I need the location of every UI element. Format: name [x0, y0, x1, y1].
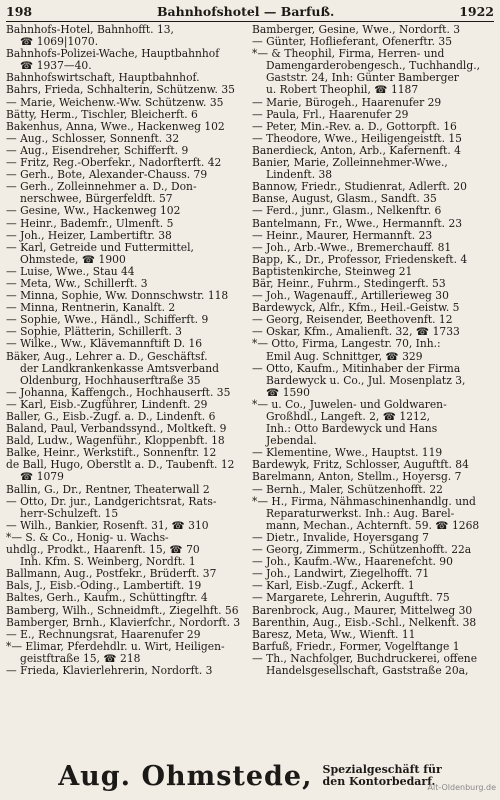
- directory-entry: Bahnhofs-Hotel, Bahnhofft. 13,: [6, 24, 174, 36]
- directory-entry: Oldenburg, Hochhauserftraße 35: [20, 374, 201, 387]
- directory-entry: Bardewyk, Fritz, Schlosser, Auguftft. 84: [252, 459, 469, 472]
- directory-entry: — Aug., Eisendreher, Schifferft. 9: [6, 144, 189, 157]
- directory-entry: — Georg, Reisender, Beethovenft. 12: [252, 314, 453, 327]
- directory-entry: — Margarete, Lehrerin, Auguftft. 75: [252, 592, 450, 605]
- directory-entry: — Gesine, Ww., Hackenweg 102: [6, 205, 181, 218]
- directory-entry: Barfuß, Friedr., Former, Vogelftange 1: [252, 640, 460, 653]
- directory-entry: u. Robert Theophil, ☎ 1187: [266, 84, 419, 97]
- directory-entry: Bals, J., Eisb.-Oding., Lambertift. 19: [6, 580, 202, 593]
- directory-entry: — Joh., Kaufm.-Ww., Haarenefcht. 90: [252, 556, 453, 569]
- directory-entry: *— S. & Co., Honig- u. Wachs-: [6, 531, 169, 544]
- directory-entry: — Luise, Wwe., Stau 44: [6, 265, 135, 278]
- directory-entry: — E., Rechnungsrat, Haarenufer 29: [6, 628, 201, 641]
- directory-entry: Bannow, Friedr., Studienrat, Adlerft. 20: [252, 181, 467, 194]
- directory-entry: Bardewyck, Alfr., Kfm., Heil.-Geistw. 5: [252, 302, 460, 315]
- directory-entry: de Ball, Hugo, Oberstlt a. D., Taubenft. 12: [6, 459, 235, 472]
- directory-entry: Baptistenkirche, Steinweg 21: [252, 265, 413, 278]
- directory-entry: — Frieda, Klavierlehrerin, Nordorft. 3: [6, 664, 213, 677]
- directory-entry: ☎ 1590: [266, 386, 310, 399]
- directory-entry: — Marie, Bürogeh., Haarenufer 29: [252, 96, 442, 109]
- directory-entry: — Georg, Zimmerm., Schützenhofft. 22a: [252, 544, 472, 557]
- directory-entry: Bakenhus, Anna, Wwe., Hackenweg 102: [6, 120, 225, 133]
- directory-entry: — Wilke., Ww., Klävemannftift D. 16: [6, 338, 203, 351]
- ad-title: Aug. Ohmstede,: [58, 760, 313, 792]
- directory-entry: — Marie, Weichenw.-Ww. Schützenw. 35: [6, 96, 224, 109]
- directory-entry: Bantelmann, Fr., Wwe., Hermannft. 23: [252, 217, 463, 230]
- directory-entry: — Minna, Rentnerin, Kanalft. 2: [6, 302, 176, 315]
- directory-entry: Damengarderobengesch., Tuchhandlg.,: [266, 60, 480, 73]
- directory-entry: Ballmann, Aug., Postfekr., Brüderft. 37: [6, 568, 217, 581]
- directory-entry: — Oskar, Kfm., Amalienft. 32, ☎ 1733: [252, 326, 460, 339]
- directory-entry: *— H., Firma, Nähmaschinenhandlg. und: [252, 495, 476, 508]
- directory-entry: Bahrs, Frieda, Schhalterin, Schützenw. 35: [6, 84, 235, 97]
- directory-entry: Barenthin, Aug., Eisb.-Schl., Nelkenft. 38: [252, 616, 477, 629]
- ad-subtitle-line-2: den Kontorbedarf.: [322, 775, 436, 788]
- directory-entry: Baltes, Gerh., Kaufm., Schüttingftr. 4: [6, 592, 208, 605]
- directory-entry: — Gerh., Zolleinnehmer a. D., Don-: [6, 181, 197, 194]
- page-year: 1922: [459, 3, 494, 19]
- directory-entry: Baresz, Meta, Ww., Wienft. 11: [252, 628, 416, 641]
- ad-subtitle: [323, 764, 442, 788]
- directory-entry: — Karl, Eisb.-Zugführer, Lindenft. 29: [6, 398, 208, 411]
- directory-entry: Bär, Heinr., Fuhrm., Stedingerft. 53: [252, 277, 446, 290]
- directory-entry: — Sophie, Plätterin, Schillerft. 3: [6, 326, 182, 339]
- directory-entry: Jebendal.: [266, 435, 317, 448]
- directory-entry: — Otto, Kaufm., Mitinhaber der Firma: [252, 362, 461, 375]
- directory-entry: uhdlg., Prodkt., Haarenft. 15, ☎ 70: [6, 544, 200, 557]
- directory-entry: — Otto, Dr. jur., Landgerichtsrat, Rats-: [6, 495, 217, 508]
- directory-entry: Großhdl., Langeft. 2, ☎ 1212,: [266, 411, 431, 423]
- directory-entry: Balke, Heinr., Werkstift., Sonnenftr. 12: [6, 447, 217, 460]
- page-header: [6, 3, 494, 19]
- directory-entry: Barenbrock, Aug., Maurer, Mittelweg 30: [252, 604, 473, 617]
- directory-entry: Inh. Kfm. S. Weinberg, Nordft. 1: [20, 556, 196, 569]
- directory-entry: Bald, Ludw., Wagenführ., Kloppenbft. 18: [6, 435, 225, 448]
- page-title: Bahnhofshotel — Barfuß.: [156, 3, 335, 19]
- directory-entry: *— & Theophil, Firma, Herren- und: [252, 48, 445, 61]
- directory-entry: ☎ 1937—40.: [20, 60, 92, 73]
- directory-entry: Ohmstede, ☎ 1900: [20, 253, 126, 266]
- directory-entry: — Wilh., Bankier, Rosenft. 31, ☎ 310: [6, 519, 209, 532]
- directory-entry: Bamberger, Gesine, Wwe., Nordorft. 3: [252, 24, 461, 36]
- directory-entry: — Aug., Schlosser, Sonnenft. 32: [6, 132, 180, 145]
- directory-entry: Bapp, K., Dr., Professor, Friedenskeft. 4: [252, 253, 468, 266]
- directory-entry: — Joh., Wagenauff., Artillerieweg 30: [252, 290, 449, 303]
- directory-entry: Baland, Paul, Verbandssynd., Moltkeft. 9: [6, 423, 227, 436]
- directory-entry: geistftraße 15, ☎ 218: [20, 652, 141, 665]
- directory-entry: Emil Aug. Schnittger, ☎ 329: [266, 350, 423, 363]
- watermark: Alt-Oldenburg.de: [427, 783, 496, 792]
- left-column: [6, 24, 245, 750]
- directory-entry: Bahnhofswirtschaft, Hauptbahnhof.: [6, 72, 200, 85]
- directory-entry: *— u. Co., Juwelen- und Goldwaren-: [252, 398, 447, 411]
- directory-entry: — Karl, Getreide und Futtermittel,: [6, 241, 194, 254]
- directory-entry: Banerdieck, Anton, Arb., Kafernenft. 4: [252, 144, 461, 157]
- directory-entry: Handelsgesellschaft, Gaststraße 20a,: [266, 664, 469, 677]
- directory-entry: herr-Schulzeft. 15: [20, 507, 119, 520]
- directory-entry: Bahnhofs-Polizei-Wache, Hauptbahnhof: [6, 48, 220, 61]
- directory-entry: — Th., Nachfolger, Buchdruckerei, offene: [252, 652, 478, 665]
- directory-entry: — Ferd., junr., Glasm., Nelkenftr. 6: [252, 205, 442, 218]
- directory-entry: — Joh., Landwirt, Ziegelhofft. 71: [252, 568, 430, 581]
- directory-entry: Bätty, Herm., Tischler, Bleicherft. 6: [6, 108, 198, 121]
- directory-entry: — Joh., Arb.-Wwe., Bremerchauff. 81: [252, 241, 452, 254]
- right-column: [252, 24, 491, 750]
- directory-entry: Barelmann, Anton, Stellm., Hoyersg. 7: [252, 471, 462, 484]
- directory-entry: — Günter, Hoflieferant, Ofenerftr. 35: [252, 36, 453, 49]
- directory-entry: Lindenft. 38: [266, 169, 333, 182]
- directory-entry: mann, Mechan., Achternft. 59. ☎ 1268: [266, 519, 480, 532]
- directory-entry: — Johanna, Kaffengch., Hochhauserft. 35: [6, 386, 231, 399]
- directory-entry: Banse, August, Glasm., Sandft. 35: [252, 193, 437, 206]
- directory-entry: Bamberger, Brnh., Klavierfchr., Nordorft. 3: [6, 616, 241, 629]
- directory-entry: ☎ 1079: [20, 471, 64, 484]
- directory-entry: Inh.: Otto Bardewyck und Hans: [266, 423, 438, 436]
- directory-entry: — Bernh., Maler, Schützenhofft. 22: [252, 483, 443, 496]
- directory-entry: Reparaturwerkst. Inh.: Aug. Barel-: [266, 507, 455, 520]
- directory-entry: — Theodore, Wwe., Heiligengeistft. 15: [252, 132, 462, 145]
- directory-entry: nerschwee, Bürgerfeldft. 57: [20, 193, 173, 206]
- directory-entry: — Peter, Min.-Rev. a. D., Gottorpft. 16: [252, 120, 457, 133]
- footer-advertisement: [6, 756, 494, 796]
- directory-entry: — Heinr., Bademfr., Ulmenft. 5: [6, 217, 174, 230]
- directory-entry: Baller, G., Eisb.-Zugf. a. D., Lindenft. 6: [6, 411, 216, 423]
- ad-subtitle-line-1: Spezialgeschäft für: [322, 763, 442, 776]
- header-rule: [6, 21, 494, 22]
- directory-entry: der Landkrankenkasse Amtsverband: [20, 362, 219, 375]
- directory-entry: — Gerh., Bote, Alexander-Chauss. 79: [6, 169, 208, 182]
- directory-entry: — Paula, Frl., Haarenufer 29: [252, 108, 409, 121]
- directory-entry: — Heinr., Maurer, Hermannft. 23: [252, 229, 433, 242]
- directory-entry: Bamberg, Wilh., Schneidmft., Ziegelhft. 56: [6, 604, 239, 617]
- directory-entry: — Karl, Eisb.-Zugf., Ackerft. 1: [252, 580, 415, 593]
- directory-entry: Bäker, Aug., Lehrer a. D., Geschäftsf.: [6, 350, 208, 363]
- directory-entry: — Dietr., Invalide, Hoyersgang 7: [252, 531, 429, 544]
- directory-entry: Ballin, G., Dr., Rentner, Theaterwall 2: [6, 483, 210, 496]
- directory-entry: ☎ 1069|1070.: [20, 36, 99, 49]
- directory-entry: — Sophie, Wwe., Händl., Schifferft. 9: [6, 314, 209, 327]
- page-number: 198: [6, 3, 33, 19]
- directory-entry: — Klementine, Wwe., Hauptst. 119: [252, 447, 443, 460]
- directory-entry: — Minna, Sophie, Ww. Donnschwstr. 118: [6, 290, 229, 303]
- directory-entry: Gaststr. 24, Inh: Günter Bamberger: [266, 72, 459, 85]
- directory-entry: *— Elimar, Pferdehdlr. u. Wirt, Heiligen-: [6, 640, 225, 653]
- directory-entry: Bardewyck u. Co., Jul. Mosenplatz 3,: [266, 374, 466, 387]
- directory-entry: — Fritz, Reg.-Oberfekr., Nadorfterft. 42: [6, 157, 222, 170]
- directory-entry: — Meta, Ww., Schillerft. 3: [6, 277, 148, 290]
- directory-entry: Banier, Marie, Zolleinnehmer-Wwe.,: [252, 157, 448, 170]
- directory-entry: — Joh., Heizer, Lambertiftr. 38: [6, 229, 172, 242]
- directory-entry: *— Otto, Firma, Langestr. 70, Inh.:: [252, 338, 441, 351]
